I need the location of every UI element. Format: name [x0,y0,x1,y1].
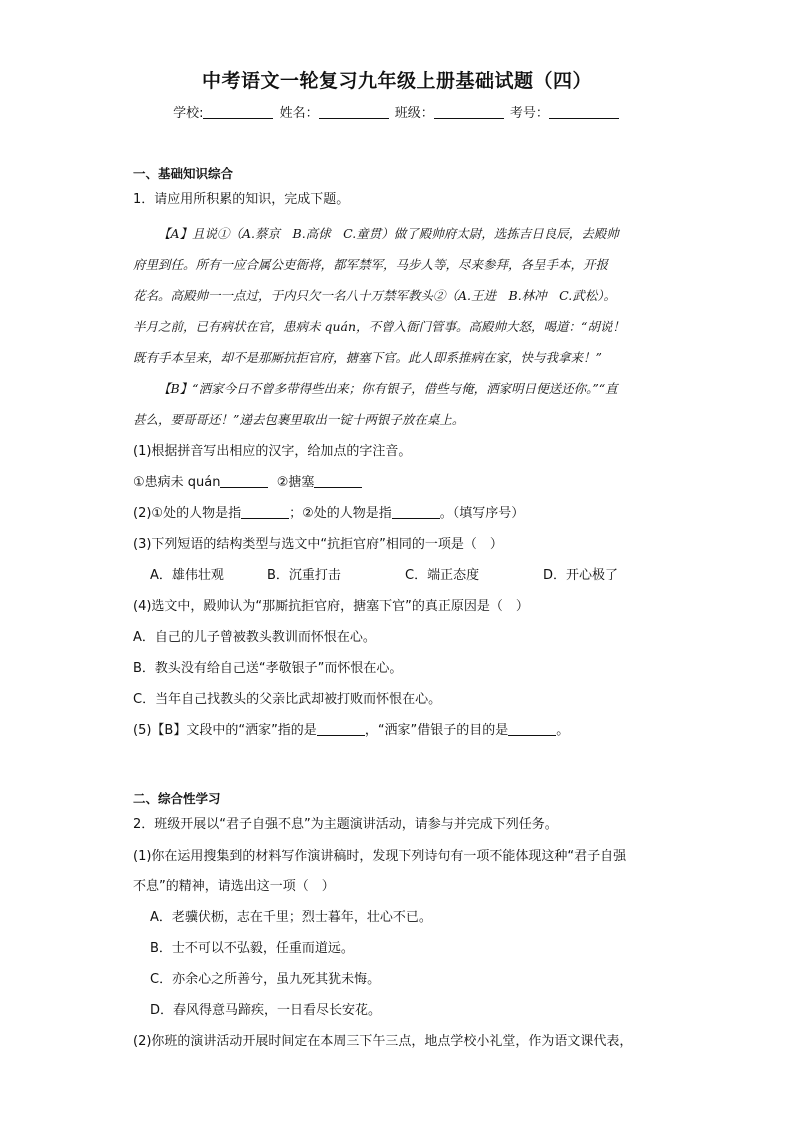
q1-3-options [150,566,618,586]
student-info-row [0,102,794,121]
q2-1-option-d[interactable]: D．春风得意马蹄疾，一日看尽长安花。 [150,1003,382,1018]
class-blank[interactable] [434,104,504,119]
exam-no-blank[interactable] [549,104,619,119]
passage-a-line: 花名。高殿帅一一点过，于内只欠一名八十万禁军教头②（A.王进 B.林冲 C.武松）。 [133,288,617,303]
q1-3-option-d[interactable]: D．开心极了 [543,568,619,583]
q1-1-b-blank[interactable] [314,475,362,488]
q1-stem: 1．请应用所积累的知识，完成下题。 [133,192,350,207]
q1-2-text-b: ；②处的人物是指 [289,506,392,521]
q1-5 [133,721,569,741]
q1-4-option-b[interactable]: B．教头没有给自己送“孝敬银子”而怀恨在心。 [133,661,403,676]
q1-2-text-c: 。（填写序号） [439,506,525,521]
q2-1-option-c[interactable]: C．亦余心之所善兮，虽九死其犹未悔。 [150,972,381,987]
passage-a-line: 既有手本呈来，却不是那厮抗拒官府，搪塞下官。此人即系推病在家，快与我拿来！” [133,350,602,365]
passage-a-line: 【A】且说①（A.蔡京 B.高俅 C.童贯）做了殿帅府太尉，选拣吉日良辰，去殿帅 [158,226,619,241]
q1-5-text-b: ，“洒家”借银子的目的是 [364,723,509,738]
q1-5-blank-2[interactable] [508,723,556,736]
q1-1: (1)根据拼音写出相应的汉字，给加点的字注音。 [133,444,412,459]
passage-a [133,218,668,373]
passage-b-line: 【B】“洒家今日不曾多带得些出来；你有银子，借些与俺，洒家明日便送还你。”“直 [158,381,618,396]
q1-2-blank-2[interactable] [392,506,440,519]
q1-5-text-c: 。 [556,723,570,738]
q1-2-text-a: (2)①处的人物是指 [133,506,242,521]
q1-1-b-label: ②搪塞 [276,475,315,490]
q1-2-blank-1[interactable] [241,506,289,519]
q1-3-option-b[interactable]: B．沉重打击 [267,568,341,583]
q1-4-option-c[interactable]: C．当年自己找教头的父亲比武却被打败而怀恨在心。 [133,692,442,707]
q1-3-option-a[interactable]: A．雄伟壮观 [150,568,224,583]
q2-1-line1: (1)你在运用搜集到的材料写作演讲稿时，发现下列诗句有一项不能体现这种“君子自强 [133,849,627,864]
page-title: 中考语文一轮复习九年级上册基础试题（四） [201,70,592,92]
passage-a-line: 府里到任。所有一应合属公吏衙将，都军禁军，马步人等，尽来参拜，各呈手本，开报 [133,257,609,272]
school-blank[interactable] [203,104,273,119]
q2-1-line2: 不息”的精神，请选出这一项（ ） [133,879,335,894]
name-blank[interactable] [319,104,389,119]
q1-2 [133,504,524,524]
school-label: 学校: [173,106,204,121]
q2-1-option-a[interactable]: A．老骥伏枥，志在千里；烈士暮年，壮心不已。 [150,910,432,925]
q2-stem: 2．班级开展以“君子自强不息”为主题演讲活动，请参与并完成下列任务。 [133,817,558,832]
passage-b [133,373,668,435]
section1-heading: 一、基础知识综合 [133,166,234,181]
q2-2: (2)你班的演讲活动开展时间定在本周三下午三点，地点学校小礼堂，作为语文课代表， [133,1034,633,1049]
passage-b-line: 甚么，要哥哥还！”递去包裹里取出一锭十两银子放在桌上。 [133,412,465,427]
q1-3-option-c[interactable]: C．端正态度 [405,568,480,583]
exam-no-label: 考号： [509,106,549,121]
passage-a-line: 半月之前，已有病状在官，患病未 quán，不曾入衙门管事。高殿帅大怒，喝道：“胡说！ [133,319,625,334]
q1-3: (3)下列短语的结构类型与选文中“抗拒官府”相同的一项是（ ） [133,537,503,552]
q1-5-blank-1[interactable] [317,723,365,736]
q1-1-a-blank[interactable] [220,475,268,488]
q1-1-a-label: ①患病未 quán [133,475,221,490]
q1-1-items [133,473,362,493]
q1-4-option-a[interactable]: A．自己的儿子曾被教头教训而怀恨在心。 [133,630,376,645]
section2-heading: 二、综合性学习 [133,791,221,806]
name-label: 姓名： [279,106,319,121]
q2-1-option-b[interactable]: B．士不可以不弘毅，任重而道远。 [150,941,354,956]
q1-4: (4)选文中，殿帅认为“那厮抗拒官府，搪塞下官”的真正原因是（ ） [133,599,529,614]
q1-5-text-a: (5)【B】文段中的“洒家”指的是 [133,723,317,738]
class-label: 班级： [394,106,434,121]
